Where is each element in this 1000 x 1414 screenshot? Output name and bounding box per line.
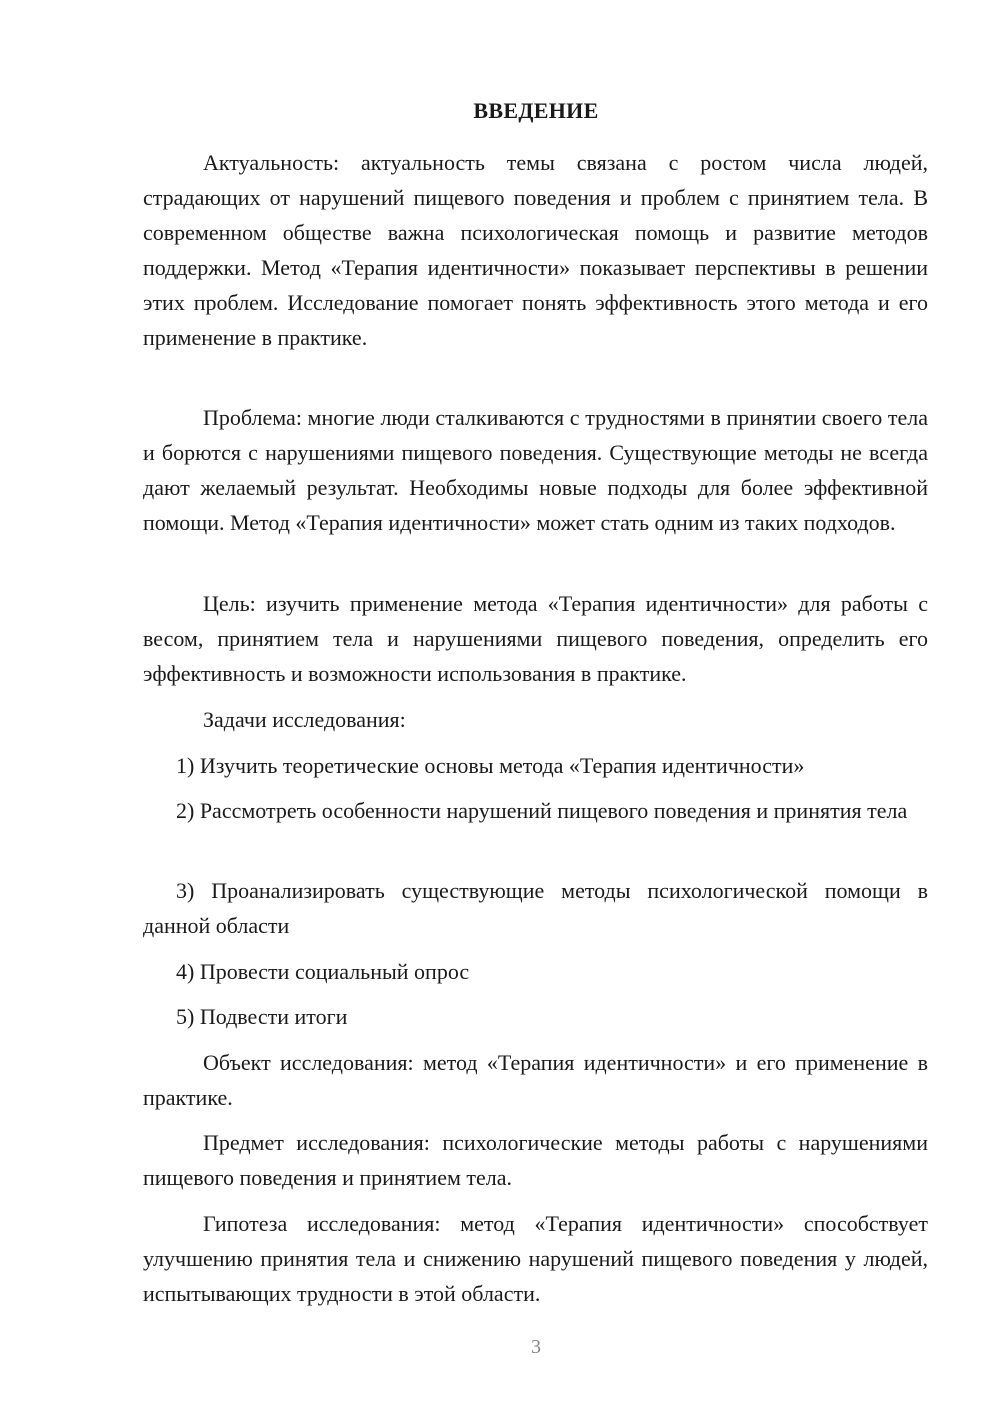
paragraph-object: Объект исследования: метод «Терапия идентичности» и его применение в практике. [143,1050,928,1110]
task-item-2: 2) Рассмотреть особенности нарушений пищевого поведения и принятия тела [176,798,908,823]
paragraph-goal: Цель: изучить применение метода «Терапия идентичности» для работы с весом, принятием тела и нарушениями пищевого поведения, определить его эффективность и возможности использования в практике. [143,591,928,686]
tasks-heading: Задачи исследования: [203,707,406,732]
paragraph-relevance: Актуальность: актуальность темы связана с ростом числа людей, страдающих от нарушений пищевого поведения и проблем с принятием тела. В современном обществе важна психологическая помощь и развитие методов поддержки. Метод «Терапия идентичности» показывает перспективы в решении этих проблем. Исследование помогает понять эффективность этого метода и его применение в практике. [143,150,928,350]
paragraph-subject: Предмет исследования: психологические методы работы с нарушениями пищевого поведения и принятием тела. [143,1130,928,1190]
page-number: 3 [531,1336,541,1358]
task-item-1: 1) Изучить теоретические основы метода «Терапия идентичности» [176,753,805,778]
paragraph-problem: Проблема: многие люди сталкиваются с трудностями в принятии своего тела и борются с нарушениями пищевого поведения. Существующие методы не всегда дают желаемый результат. Необходимы новые подходы для более эффективной помощи. Метод «Терапия идентичности» может стать одним из таких подходов. [143,405,928,535]
task-item-5: 5) Подвести итоги [176,1004,348,1029]
task-item-4: 4) Провести социальный опрос [176,959,470,984]
page-heading: ВВЕДЕНИЕ [473,98,599,123]
paragraph-hypothesis: Гипотеза исследования: метод «Терапия идентичности» способствует улучшению принятия тела и снижению нарушений пищевого поведения у людей, испытывающих трудности в этой области. [143,1211,928,1306]
task-item-3: 3) Проанализировать существующие методы психологической помощи в данной области [143,878,928,938]
